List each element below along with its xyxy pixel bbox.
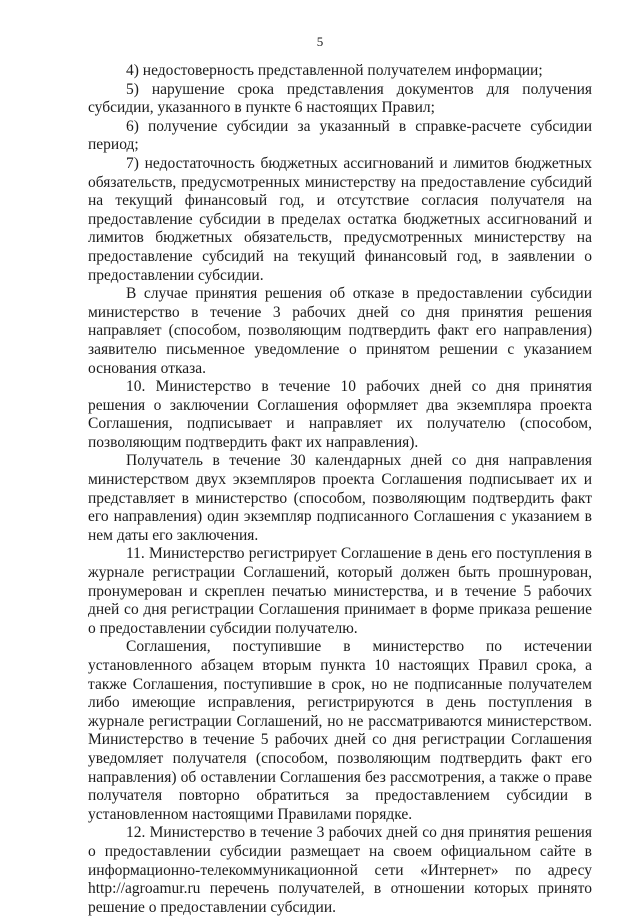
page-number: 5 bbox=[316, 34, 324, 49]
paragraph-refusal-notice: В случае принятия решения об отказе в предоставлении субсидии министерство в течение 3 рабочих дней со дня принятия решения направляет (способом, позволяющим подтвердить факт его направления) заявителю письменное уведомление о принятом решении с указанием основания отказа. bbox=[88, 285, 592, 377]
paragraph-item-4: 4) недостоверность представленной получателем информации; bbox=[126, 62, 543, 79]
document-body bbox=[88, 62, 592, 917]
paragraph-late-agreements: Соглашения, поступившие в министерство по истечении установленного абзацем вторым пункта 10 настоящих Правил срока, а также Соглашения, поступившие в срок, но не подписанные получателем либо имеющие исправления, регистрируются в день поступления в журнале регистрации Соглашений, но не рассматриваются министерством. Министерство в течение 5 рабочих дней со дня регистрации Соглашения уведомляет получателя (способом, позволяющим подтвердить факт его направления) об оставлении Соглашения без рассмотрения, а также о праве получателя повторно обратиться за предоставлением субсидии в установленном настоящими Правилами порядке. bbox=[88, 638, 592, 823]
paragraph-item-5: 5) нарушение срока представления документов для получения субсидии, указанного в пункте 6 настоящих Правил; bbox=[88, 80, 592, 117]
paragraph-clause-10: 10. Министерство в течение 10 рабочих дней со дня принятия решения о заключении Соглашения оформляет два экземпляра проекта Соглашения, подписывает и направляет их получателю (способом, позволяющим подтвердить факт их направления). bbox=[88, 378, 592, 451]
paragraph-item-6: 6) получение субсидии за указанный в справке-расчете субсидии период; bbox=[88, 117, 592, 154]
paragraph-clause-12: 12. Министерство в течение 3 рабочих дней со дня принятия решения о предоставлении субсидии размещает на своем официальном сайте в информационно-телекоммуникационной сети «Интернет» по адресу http://agroamur.ru перечень получателей, в отношении которых принято решение о предоставлении субсидии. bbox=[88, 824, 592, 916]
paragraph-recipient-signing: Получатель в течение 30 календарных дней со дня направления министерством двух экземпляров проекта Соглашения подписывает их и представляет в министерство (способом, позволяющим подтвердить факт его направления) один экземпляр подписанного Соглашения с указанием в нем даты его заключения. bbox=[88, 452, 592, 544]
paragraph-item-7: 7) недостаточность бюджетных ассигнований и лимитов бюджетных обязательств, предусмотренных министерству на предоставление субсидий на текущий финансовый год, и отсутствие согласия получателя на предоставление субсидии в пределах остатка бюджетных ассигнований и лимитов бюджетных обязательств, предусмотренных министерству на предоставление субсидий на текущий финансовый год, в заявлении о предоставлении субсидии. bbox=[88, 154, 592, 284]
paragraph-clause-11: 11. Министерство регистрирует Соглашение в день его поступления в журнале регистрации Соглашений, который должен быть прошнурован, пронумерован и скреплен печатью министерства, и в течение 5 рабочих дней со дня регистрации Соглашения принимает в форме приказа решение о предоставлении субсидии получателю. bbox=[88, 545, 592, 637]
